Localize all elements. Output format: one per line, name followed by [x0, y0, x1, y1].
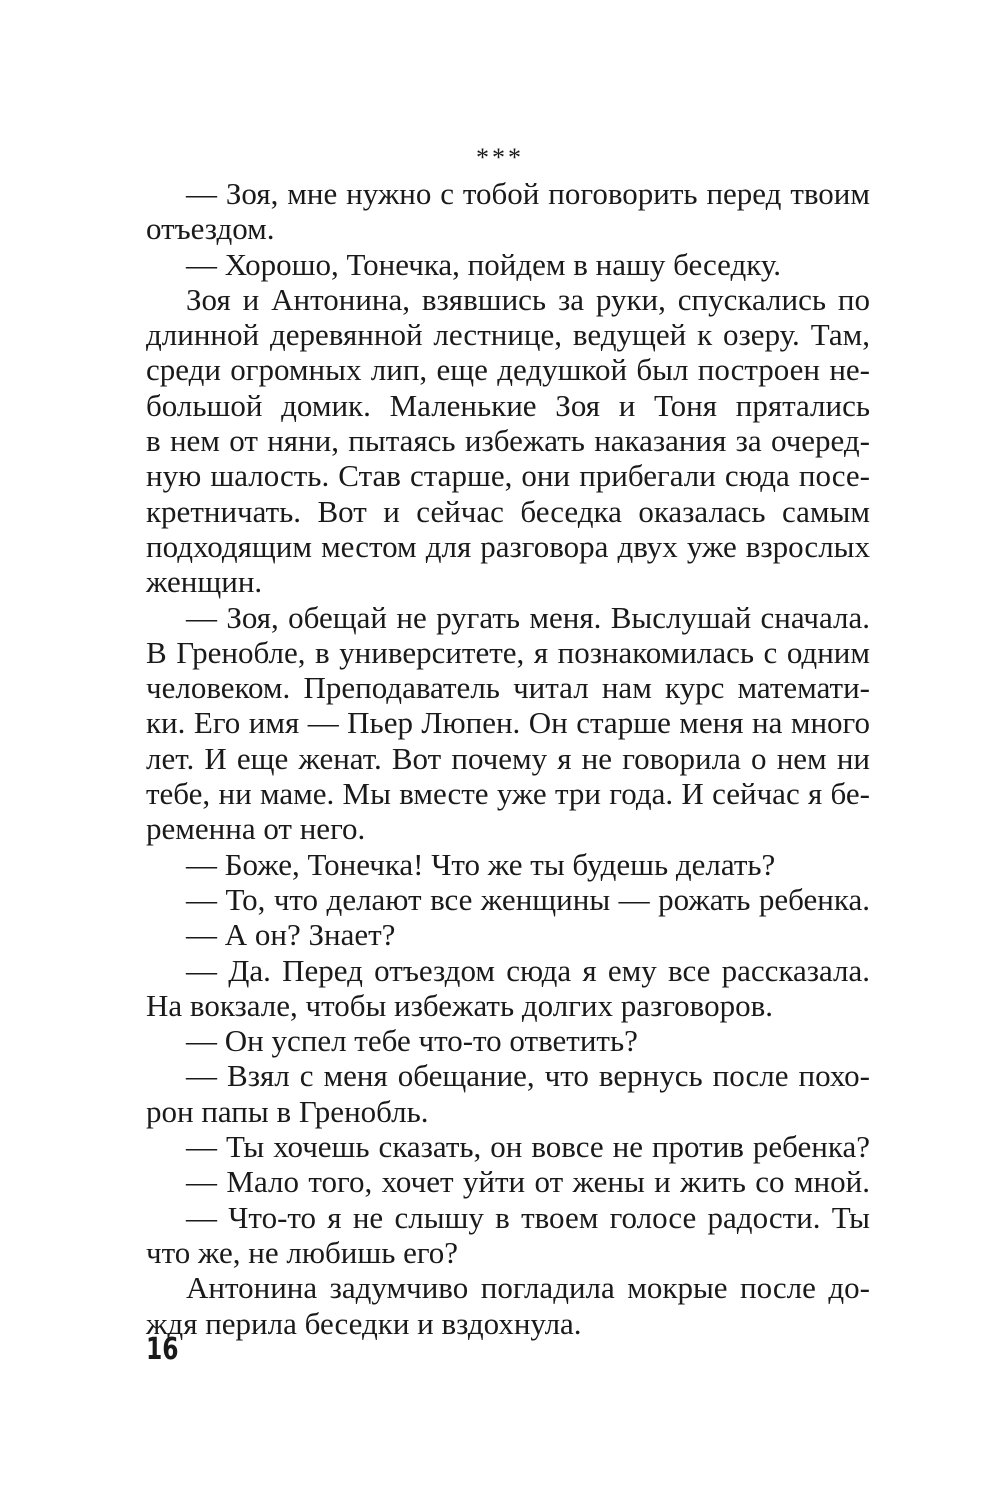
text-line: ременна от него.	[146, 811, 366, 847]
text-line: ждя перила беседки и вздохнула.	[146, 1305, 582, 1341]
text-line: что же, не любишь его?	[146, 1234, 459, 1270]
text-line: подходящим местом для разговора двух уже взрослых	[146, 528, 870, 564]
text-line: ки. Его имя — Пьер Люпен. Он старше меня на много	[146, 705, 870, 741]
text-line: — Да. Перед отъездом сюда я ему все рассказала.	[186, 952, 870, 988]
text-line: тебе, ни маме. Мы вместе уже три года. И сейчас я бе-	[146, 776, 870, 812]
text-line: — Ты хочешь сказать, он вовсе не против ребенка?	[186, 1129, 870, 1165]
text-line: — То, что делают все женщины — рожать ребенка.	[186, 881, 870, 917]
text-line: В Гренобле, в университете, я познакомилась с одним	[146, 634, 870, 670]
text-line: человеком. Преподаватель читал нам курс математи-	[146, 670, 870, 706]
text-line: — Зоя, обещай не ругать меня. Выслушай сначала.	[186, 599, 870, 635]
text-line: — Мало того, хочет уйти от жены и жить со мной.	[186, 1164, 870, 1200]
text-line: Антонина задумчиво погладила мокрые после до-	[186, 1270, 870, 1306]
text-line: кретничать. Вот и сейчас беседка оказалась самым	[146, 493, 870, 529]
text-line: — А он? Знает?	[186, 917, 396, 953]
text-line: — Взял с меня обещание, что вернусь после похо-	[186, 1058, 870, 1094]
text-line: — Что-то я не слышу в твоем голосе радости. Ты	[186, 1199, 870, 1235]
text-line: Зоя и Антонина, взявшись за руки, спускались по	[186, 281, 870, 317]
text-line: среди огромных лип, еще дедушкой был построен не-	[146, 352, 870, 388]
text-line: в нем от няни, пытаясь избежать наказания за очеред-	[146, 423, 870, 459]
text-line: лет. И еще женат. Вот почему я не говорила о нем ни	[146, 740, 870, 776]
body-text	[146, 176, 870, 1341]
text-line: — Боже, Тонечка! Что же ты будешь делать?	[186, 846, 776, 882]
text-line: — Он успел тебе что-то ответить?	[186, 1023, 638, 1059]
text-line: рон папы в Гренобль.	[146, 1093, 429, 1129]
text-line: На вокзале, чтобы избежать долгих разговоров.	[146, 987, 773, 1023]
page-number: 16	[146, 1332, 179, 1367]
text-line: отъездом.	[146, 211, 275, 247]
text-line: большой домик. Маленькие Зоя и Тоня прятались	[146, 387, 870, 423]
text-line: — Зоя, мне нужно с тобой поговорить перед твоим	[186, 176, 870, 211]
text-line: — Хорошо, Тонечка, пойдем в нашу беседку.	[186, 246, 782, 282]
text-line: длинной деревянной лестнице, ведущей к озеру. Там,	[146, 317, 870, 353]
section-separator: ***	[476, 143, 524, 172]
text-line: ную шалость. Став старше, они прибегали сюда посе-	[146, 458, 870, 494]
text-line: женщин.	[146, 564, 263, 600]
